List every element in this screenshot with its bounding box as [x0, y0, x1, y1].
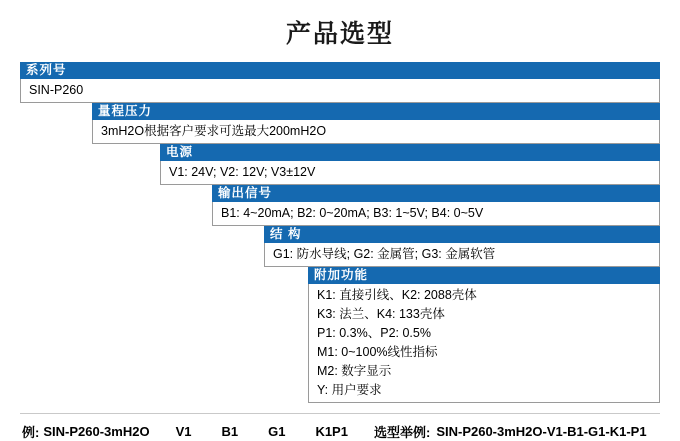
group-content [92, 120, 660, 144]
selection-example-label: 选型举例: [373, 425, 431, 440]
option-line: G1: 防水导线; G2: 金属管; G3: 金属软管 [273, 247, 496, 261]
group-header-label: 量程压力 [92, 103, 158, 120]
option-line: V1: 24V; V2: 12V; V3±12V [169, 165, 316, 179]
option-line: SIN-P260 [29, 83, 84, 97]
group-header-bar [264, 226, 660, 243]
group-header-fill [374, 267, 660, 284]
group-content [20, 79, 660, 103]
group-content [264, 243, 660, 267]
option-line: K1: 直接引线、K2: 2088壳体 [317, 288, 477, 302]
group-header-fill [199, 144, 660, 161]
selection-group-range [92, 103, 660, 144]
group-header-fill [278, 185, 660, 202]
selection-group-power [160, 144, 660, 185]
option-line: K3: 法兰、K4: 133壳体 [317, 307, 445, 321]
page-title: 产品选型 [285, 20, 394, 48]
option-line: M1: 0~100%线性指标 [317, 345, 438, 359]
group-header-bar [308, 267, 660, 284]
group-content [160, 161, 660, 185]
selection-group-series [20, 62, 660, 103]
option-line: M2: 数字显示 [317, 364, 392, 378]
option-line: 3mH2O根据客户要求可选最大200mH2O [101, 124, 327, 138]
group-header-fill [307, 226, 660, 243]
selection-group-extra [308, 267, 660, 403]
group-header-label: 结 构 [264, 226, 307, 243]
selection-group-output [212, 185, 660, 226]
group-header-label: 系列号 [20, 62, 73, 79]
group-content [212, 202, 660, 226]
group-header-fill [158, 103, 660, 120]
example-code: SIN-P260-3mH2O [43, 424, 150, 439]
example-footer [20, 422, 660, 441]
example-label: 例: [22, 425, 40, 440]
divider [20, 413, 660, 414]
group-header-label: 输出信号 [212, 185, 278, 202]
example-extra: K1P1 [315, 424, 348, 439]
group-header-bar [212, 185, 660, 202]
example-power: V1 [175, 424, 192, 439]
option-line: Y: 用户要求 [317, 383, 382, 397]
group-header-bar [160, 144, 660, 161]
group-header-label: 附加功能 [308, 267, 374, 284]
selection-group-structure [264, 226, 660, 267]
option-line: P1: 0.3%、P2: 0.5% [317, 326, 431, 340]
group-content [308, 284, 660, 403]
group-header-label: 电源 [160, 144, 199, 161]
selection-diagram [20, 62, 660, 441]
group-header-bar [20, 62, 660, 79]
group-header-bar [92, 103, 660, 120]
selection-example-value: SIN-P260-3mH2O-V1-B1-G1-K1-P1 [436, 424, 647, 439]
option-line: B1: 4~20mA; B2: 0~20mA; B3: 1~5V; B4: 0~5V [221, 206, 484, 220]
group-header-fill [73, 62, 660, 79]
example-structure: G1 [268, 424, 286, 439]
example-signal: B1 [221, 424, 239, 439]
